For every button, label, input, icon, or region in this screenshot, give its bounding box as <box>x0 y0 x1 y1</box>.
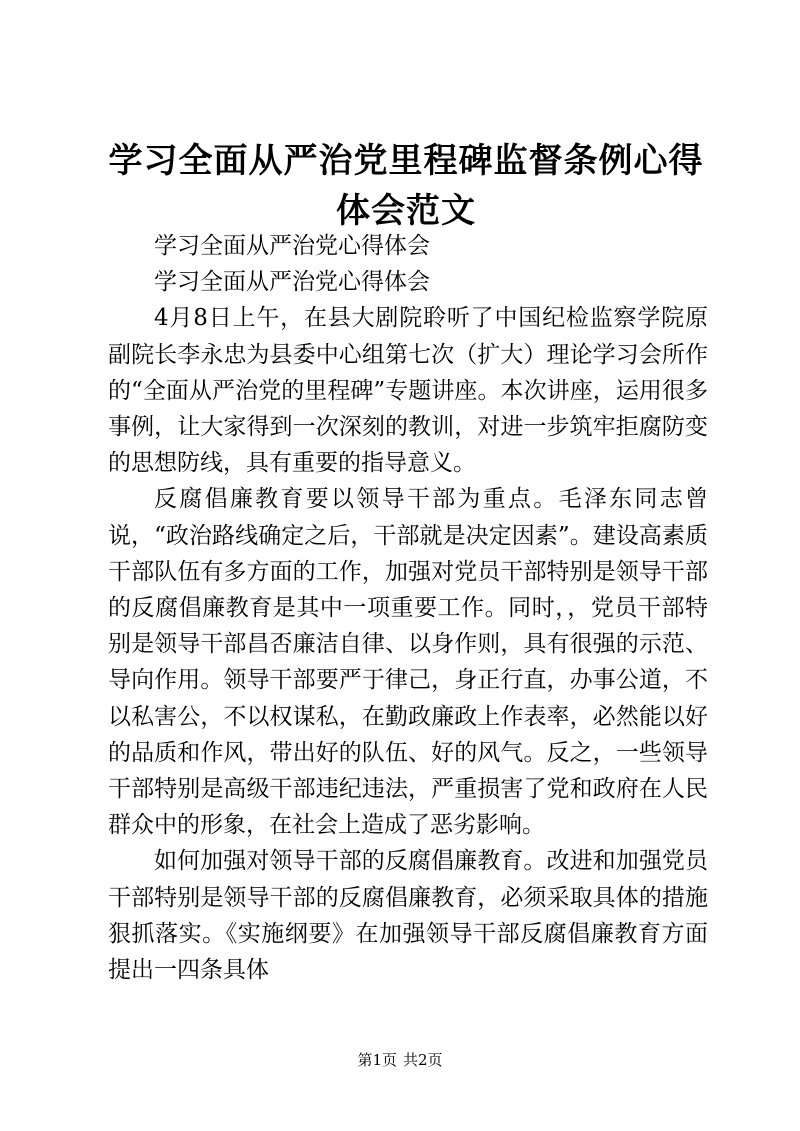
page-number: 第1页 <box>357 1051 397 1069</box>
page-footer <box>0 1050 800 1070</box>
document-body <box>108 228 708 988</box>
body-paragraph: 4月8日上午，在县大剧院聆听了中国纪检监察学院原副院长李永忠为县委中心组第七次（扩大）理论学习会所作的“全面从严治党的里程碑”专题讲座。本次讲座，运用很多事例，让大家得到一次深刻的教训，对进一步筑牢拒腐防变的思想防线，具有重要的指导意义。 <box>108 305 708 477</box>
subtitle-line: 学习全面从严治党心得体会 <box>154 269 430 296</box>
body-paragraph: 反腐倡廉教育要以领导干部为重点。毛泽东同志曾说，“政治路线确定之后，干部就是决定因素”。建设高素质干部队伍有多方面的工作，加强对党员干部特别是领导干部的反腐倡廉教育是其中一项重要工作。同时，，党员干部特别是领导干部昌否廉洁自律、以身作则，具有很强的示范、导向作用。领导干部要严于律己，身正行直，办事公道，不以私害公，不以权谋私，在勤政廉政上作表率，必然能以好的品质和作风，带出好的队伍、好的风气。反之，一些领导干部特别是高级干部违纪违法，严重损害了党和政府在人民群众中的形象，在社会上造成了恶劣影响。 <box>108 486 708 839</box>
document-title: 学习全面从严治党里程碑监督条例心得体会范文 <box>108 141 704 231</box>
subtitle-line: 学习全面从严治党心得体会 <box>154 233 430 259</box>
page-total: 共2页 <box>403 1051 443 1069</box>
body-paragraph: 如何加强对领导干部的反腐倡廉教育。改进和加强党员干部特别是领导干部的反腐倡廉教育，必须采取具体的措施狠抓落实。《实施纲要》在加强领导干部反腐倡廉教育方面提出一四条具体 <box>108 848 708 984</box>
